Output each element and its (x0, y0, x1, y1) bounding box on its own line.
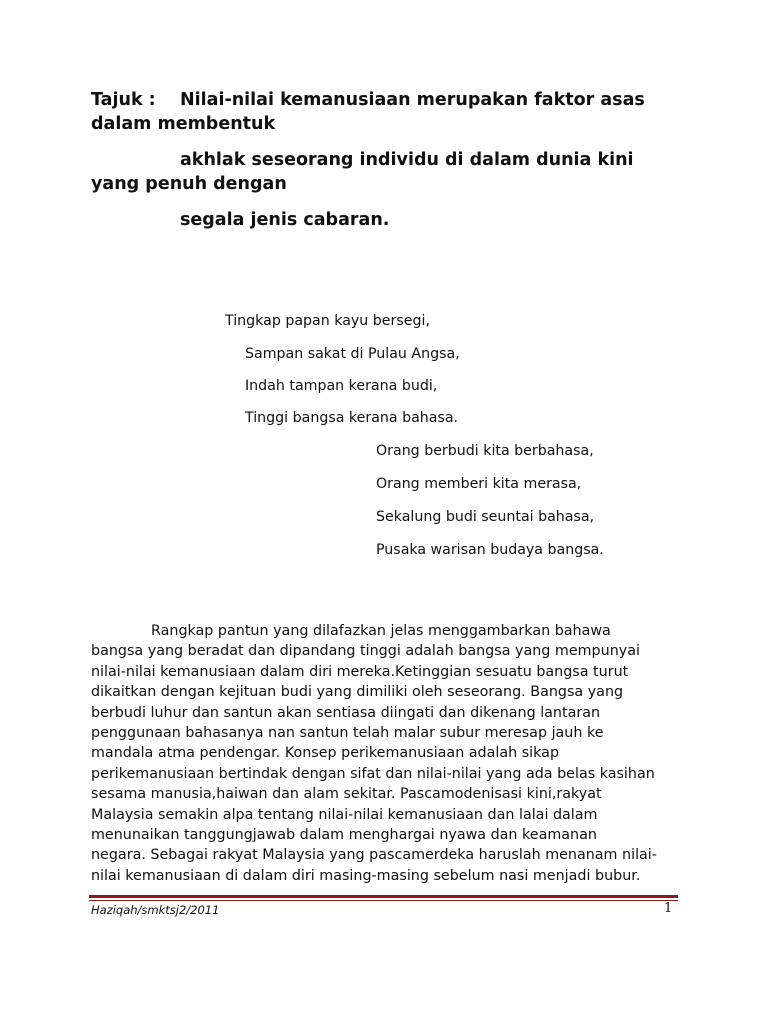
title-text-1: Nilai-nilai kemanusiaan merupakan faktor asas (180, 90, 645, 110)
pantun-line: Sekalung budi seuntai bahasa, (376, 509, 595, 525)
title-line-2 (91, 148, 691, 172)
title-line-1-continued: dalam membentuk (91, 114, 276, 134)
title-label: Tajuk : (91, 90, 156, 110)
paragraph-line: penggunaan bahasanya nan santun telah malar subur meresap jauh ke (91, 725, 604, 742)
paragraph-line: perikemanusiaan bertindak dengan sifat dan nilai-nilai yang ada belas kasihan (91, 765, 655, 782)
title-line-2-continued: yang penuh dengan (91, 174, 287, 194)
paragraph-line: bangsa yang beradat dan dipandang tinggi adalah bangsa yang mempunyai (91, 643, 640, 660)
paragraph-line: nilai kemanusiaan di dalam diri masing-masing sebelum nasi menjadi bubur. (91, 867, 641, 884)
body-paragraph (91, 621, 691, 886)
title-text-2: akhlak seseorang individu di dalam dunia kini (180, 150, 634, 170)
paragraph-line: nilai-nilai kemanusiaan dalam diri mereka.Ketinggian sesuatu bangsa turut (91, 663, 629, 680)
title-line-1 (91, 88, 691, 112)
footer-divider (89, 895, 678, 898)
pantun-line: Tingkap papan kayu bersegi, (225, 313, 430, 329)
paragraph-line: negara. Sebagai rakyat Malaysia yang pascamerdeka haruslah menanam nilai- (91, 847, 657, 864)
paragraph-line: menunaikan tanggungjawab dalam menghargai nyawa dan keamanan (91, 827, 597, 844)
document-title (91, 88, 691, 232)
paragraph-line: Rangkap pantun yang dilafazkan jelas menggambarkan bahawa (151, 623, 611, 639)
footer-author: Haziqah/smktsj2/2011 (91, 903, 220, 917)
footer-divider-thin (89, 900, 678, 901)
pantun-line: Orang berbudi kita berbahasa, (376, 443, 594, 459)
page-number: 1 (664, 901, 673, 916)
pantun-line: Orang memberi kita merasa, (376, 476, 582, 492)
title-line-3 (91, 208, 691, 232)
pantun-line: Indah tampan kerana budi, (245, 378, 438, 394)
title-text-3: segala jenis cabaran. (180, 210, 390, 230)
paragraph-line: dikaitkan dengan kejituan budi yang dimiliki oleh seseorang. Bangsa yang (91, 684, 624, 701)
pantun-line: Pusaka warisan budaya bangsa. (376, 542, 604, 558)
paragraph-line: sesama manusia,haiwan dan alam sekitar. Pascamodenisasi kini,rakyat (91, 786, 602, 803)
paragraph-line: mandala atma pendengar. Konsep perikemanusiaan adalah sikap (91, 745, 560, 762)
paragraph-line: berbudi luhur dan santun akan sentiasa diingati dan dikenang lantaran (91, 704, 601, 721)
pantun-line: Sampan sakat di Pulau Angsa, (245, 346, 460, 362)
paragraph-line: Malaysia semakin alpa tentang nilai-nilai kemanusiaan dan lalai dalam (91, 806, 598, 823)
pantun-line: Tinggi bangsa kerana bahasa. (245, 410, 459, 426)
